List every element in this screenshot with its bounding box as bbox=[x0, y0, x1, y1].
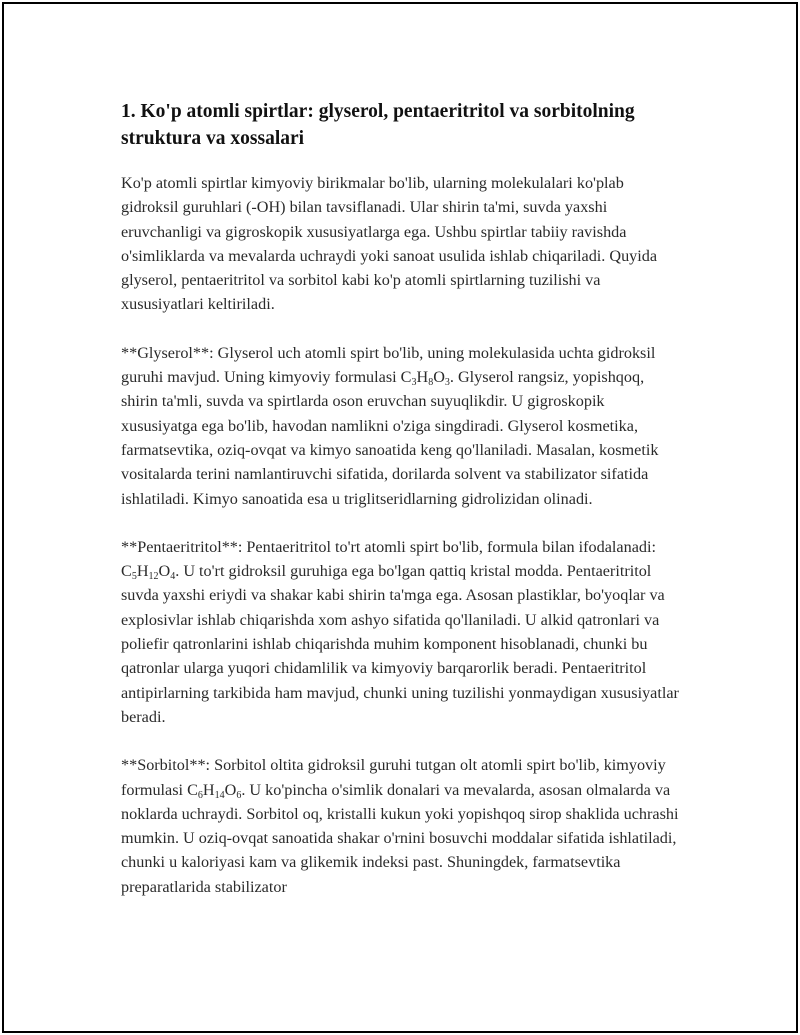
page-frame bbox=[2, 2, 798, 1033]
sorbitol-paragraph bbox=[121, 753, 681, 899]
document-body bbox=[121, 98, 681, 899]
pentaerythritol-paragraph bbox=[121, 535, 681, 729]
section-heading: 1. Ko'p atomli spirtlar: glyserol, pentaeritritol va sorbitolning struktura va xossalari bbox=[121, 101, 635, 149]
pentaerythritol-text-before: **Pentaeritritol**: Pentaeritritol to'rt atomli spirt bo'lib, formula bilan ifodalanadi: bbox=[121, 537, 656, 556]
sorbitol-formula: $C_6H_{14}O_6$ bbox=[187, 780, 242, 801]
glycerol-text-after: . Glyserol rangsiz, yopishqoq, shirin ta'mli, suvda va spirtlarda oson eruvchan suyuqlikdir. U gigroskopik xususiyatga ega bo'lib, havodan namlikni o'ziga singdiradi. Glyserol kosmetika, farmatsevtika, oziq-ovqat va kimyo sanoatida keng qo'llaniladi. Masalan, kosmetik vositalarda terini namlantiruvchi sifatida, dorilarda solvent va stabilizator sifatida ishlatiladi. Kimyo sanoatida esa u triglitseridlarning gidrolizidan olinadi. bbox=[121, 368, 659, 508]
pentaerythritol-formula: $C_5H_{12}O_4$ bbox=[121, 562, 176, 583]
sorbitol-text-before: **Sorbitol**: Sorbitol oltita gidroksil guruhi tutgan olt atomli spirt bo'lib, kimyoviy formulasi bbox=[121, 756, 666, 799]
glycerol-formula: $C_3H_8O_3$ bbox=[400, 368, 450, 389]
sorbitol-text-after: . U ko'pincha o'simlik donalari va mevalarda, asosan olmalarda va noklarda uchraydi. Sorbitol oq, kristalli kukun yoki yopishqoq sirop shaklida uchrashi mumkin. U oziq-ovqat sanoatida shakar o'rnini bosuvchi moddalar sifatida ishlatiladi, chunki u kaloriyasi kam va glikemik indeksi past. Shuningdek, farmatsevtika preparatlarida stabilizator bbox=[121, 780, 679, 896]
glycerol-text-before: **Glyserol**: Glyserol uch atomli spirt bo'lib, uning molekulasida uchta gidroksil guruhi mavjud. Uning kimyoviy formulasi bbox=[121, 343, 656, 387]
pentaerythritol-text-after: . U to'rt gidroksil guruhiga ega bo'lgan qattiq kristal modda. Pentaeritritol suvda yaxshi eriydi va shakar kabi shirin ta'mga ega. Asosan plastiklar, bo'yoqlar va explosivlar ishlab chiqarishda xom ashyo sifatida qo'llaniladi. U alkid qatronlari va poliefir qatronlarini ishlab chiqarishda muhim komponent hisoblanadi, chunki bu qatronlar ularga yuqori chidamlilik va kimyoviy barqarorlik beradi. Pentaeritritol antipirlarning tarkibida ham mavjud, chunki uning tuzilishi yonmaydigan xususiyatlar beradi. bbox=[121, 562, 679, 726]
glycerol-paragraph bbox=[121, 341, 681, 511]
intro-paragraph: Ko'p atomli spirtlar kimyoviy birikmalar bo'lib, ularning molekulalari ko'plab gidroksil guruhlari (-OH) bilan tavsiflanadi. Ular shirin ta'mi, suvda yaxshi eruvchanligi va gigroskopik xususiyatlarga ega. Ushbu spirtlar tabiiy ravishda o'simliklarda va mevalarda uchraydi yoki sanoat usulida ishlab chiqariladi. Quyida glyserol, pentaeritritol va sorbitol kabi ko'p atomli spirtlarning tuzilishi va xususiyatlari keltiriladi. bbox=[121, 174, 658, 314]
